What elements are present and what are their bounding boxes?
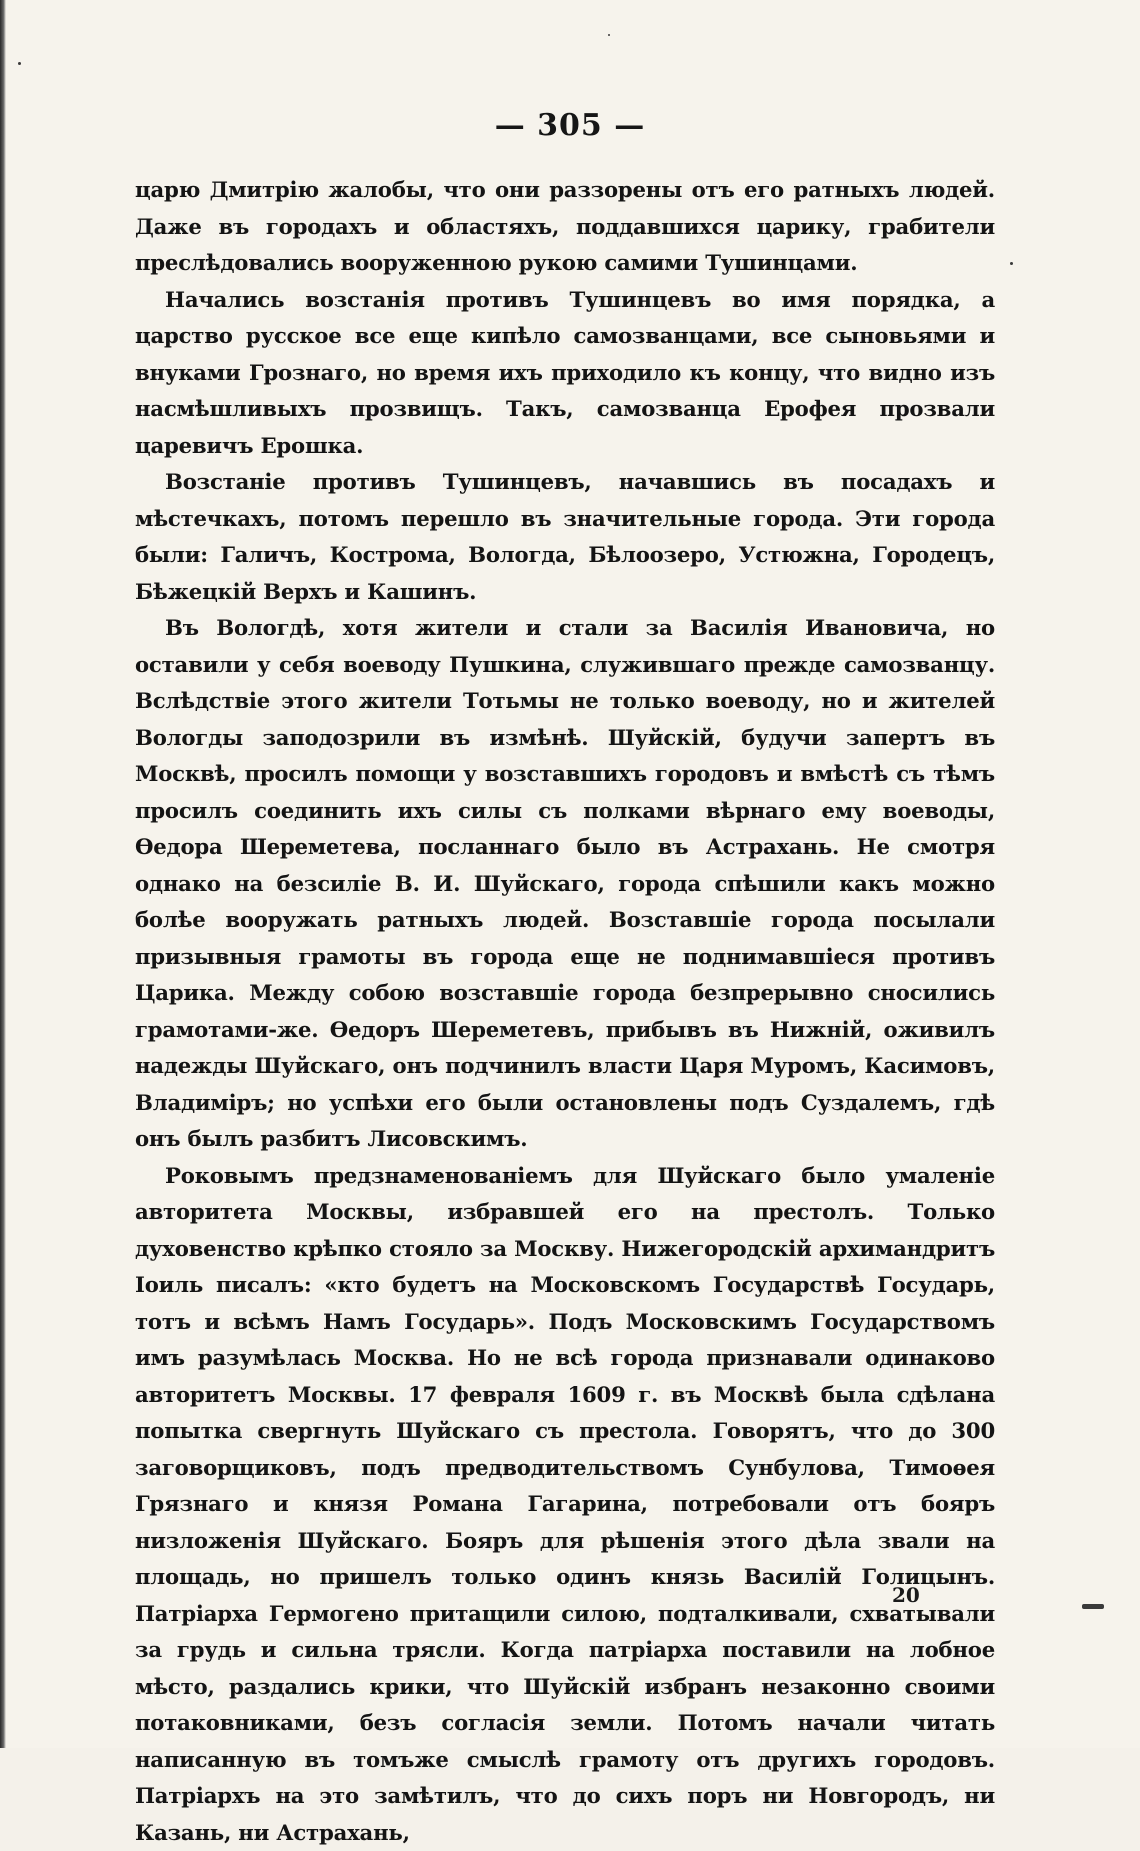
page-number: — 305 — [0,108,1140,143]
print-speck [608,34,610,36]
print-speck [1010,262,1013,265]
print-speck [1082,1604,1104,1609]
paragraph-3: Возстаніе противъ Тушинцевъ, начавшись въ посадахъ и мѣстечкахъ, потомъ перешло въ значительные города. Эти города были: Галичъ, Кострома, Вологда, Бѣлоозеро, Устюжна, Городецъ, Бѣжецкій Верхъ и Кашинъ. [135,464,995,610]
signature-mark: 20 [892,1583,920,1607]
body-text [135,172,995,1851]
page-binding-edge [0,0,6,1748]
paragraph-5: Роковымъ предзнаменованіемъ для Шуйскаго было умаленіе авторитета Москвы, избравшей его на престолъ. Только духовенство крѣпко стояло за Москву. Нижегородскій архимандритъ Іоиль писалъ: «кто будетъ на Московскомъ Государствѣ Государь, тотъ и всѣмъ Намъ Государь». Подъ Московскимъ Государствомъ имъ разумѣлась Москва. Но не всѣ города признавали одинаково авторитетъ Москвы. 17 февраля 1609 г. въ Москвѣ была сдѣлана попытка свергнуть Шуйскаго съ престола. Говорятъ, что до 300 заговорщиковъ, подъ предводительствомъ Сунбулова, Тимоѳея Грязнаго и князя Романа Гагарина, потребовали отъ бояръ низложенія Шуйскаго. Бояръ для рѣшенія этого дѣла звали на площадь, но пришелъ только одинъ князь Василій Голицынъ. Патріарха Гермогено притащили силою, подталкивали, схватывали за грудь и сильна трясли. Когда патріарха поставили на лобное мѣсто, раздались крики, что Шуйскій избранъ незаконно своими потаковниками, безъ согласія земли. Потомъ начали читать написанную въ томъже смыслѣ грамоту отъ другихъ городовъ. Патріархъ на это замѣтилъ, что до сихъ поръ ни Новгородъ, ни Казань, ни Астрахань, [135,1158,995,1851]
paragraph-1: царю Дмитрію жалобы, что они раззорены отъ его ратныхъ людей. Даже въ городахъ и областяхъ, поддавшихся царику, грабители преслѣдовались вооруженною рукою самими Тушинцами. [135,172,995,282]
paragraph-2: Начались возстанія противъ Тушинцевъ во имя порядка, а царство русское все еще кипѣло самозванцами, все сыновьями и внуками Грознаго, но время ихъ приходило къ концу, что видно изъ насмѣшливыхъ прозвищъ. Такъ, самозванца Ерофея прозвали царевичъ Ерошка. [135,282,995,465]
paragraph-4: Въ Вологдѣ, хотя жители и стали за Василія Ивановича, но оставили у себя воеводу Пушкина, служившаго прежде самозванцу. Вслѣдствіе этого жители Тотьмы не только воеводу, но и жителей Вологды заподозрили въ измѣнѣ. Шуйскій, будучи запертъ въ Москвѣ, просилъ помощи у возставшихъ городовъ и вмѣстѣ съ тѣмъ просилъ соединить ихъ силы съ полками вѣрнаго ему воеводы, Ѳедора Шереметева, посланнаго было въ Астрахань. Не смотря однако на безсиліе В. И. Шуйскаго, города спѣшили какъ можно болѣе вооружать ратныхъ людей. Возставшіе города посылали призывныя грамоты въ города еще не поднимавшіеся противъ Царика. Между собою возставшіе города безпрерывно сносились грамотами-же. Ѳедоръ Шереметевъ, прибывъ въ Нижній, оживилъ надежды Шуйскаго, онъ подчинилъ власти Царя Муромъ, Касимовъ, Владиміръ; но успѣхи его были остановлены подъ Суздалемъ, гдѣ онъ былъ разбитъ Лисовскимъ. [135,610,995,1158]
print-speck [18,62,21,65]
